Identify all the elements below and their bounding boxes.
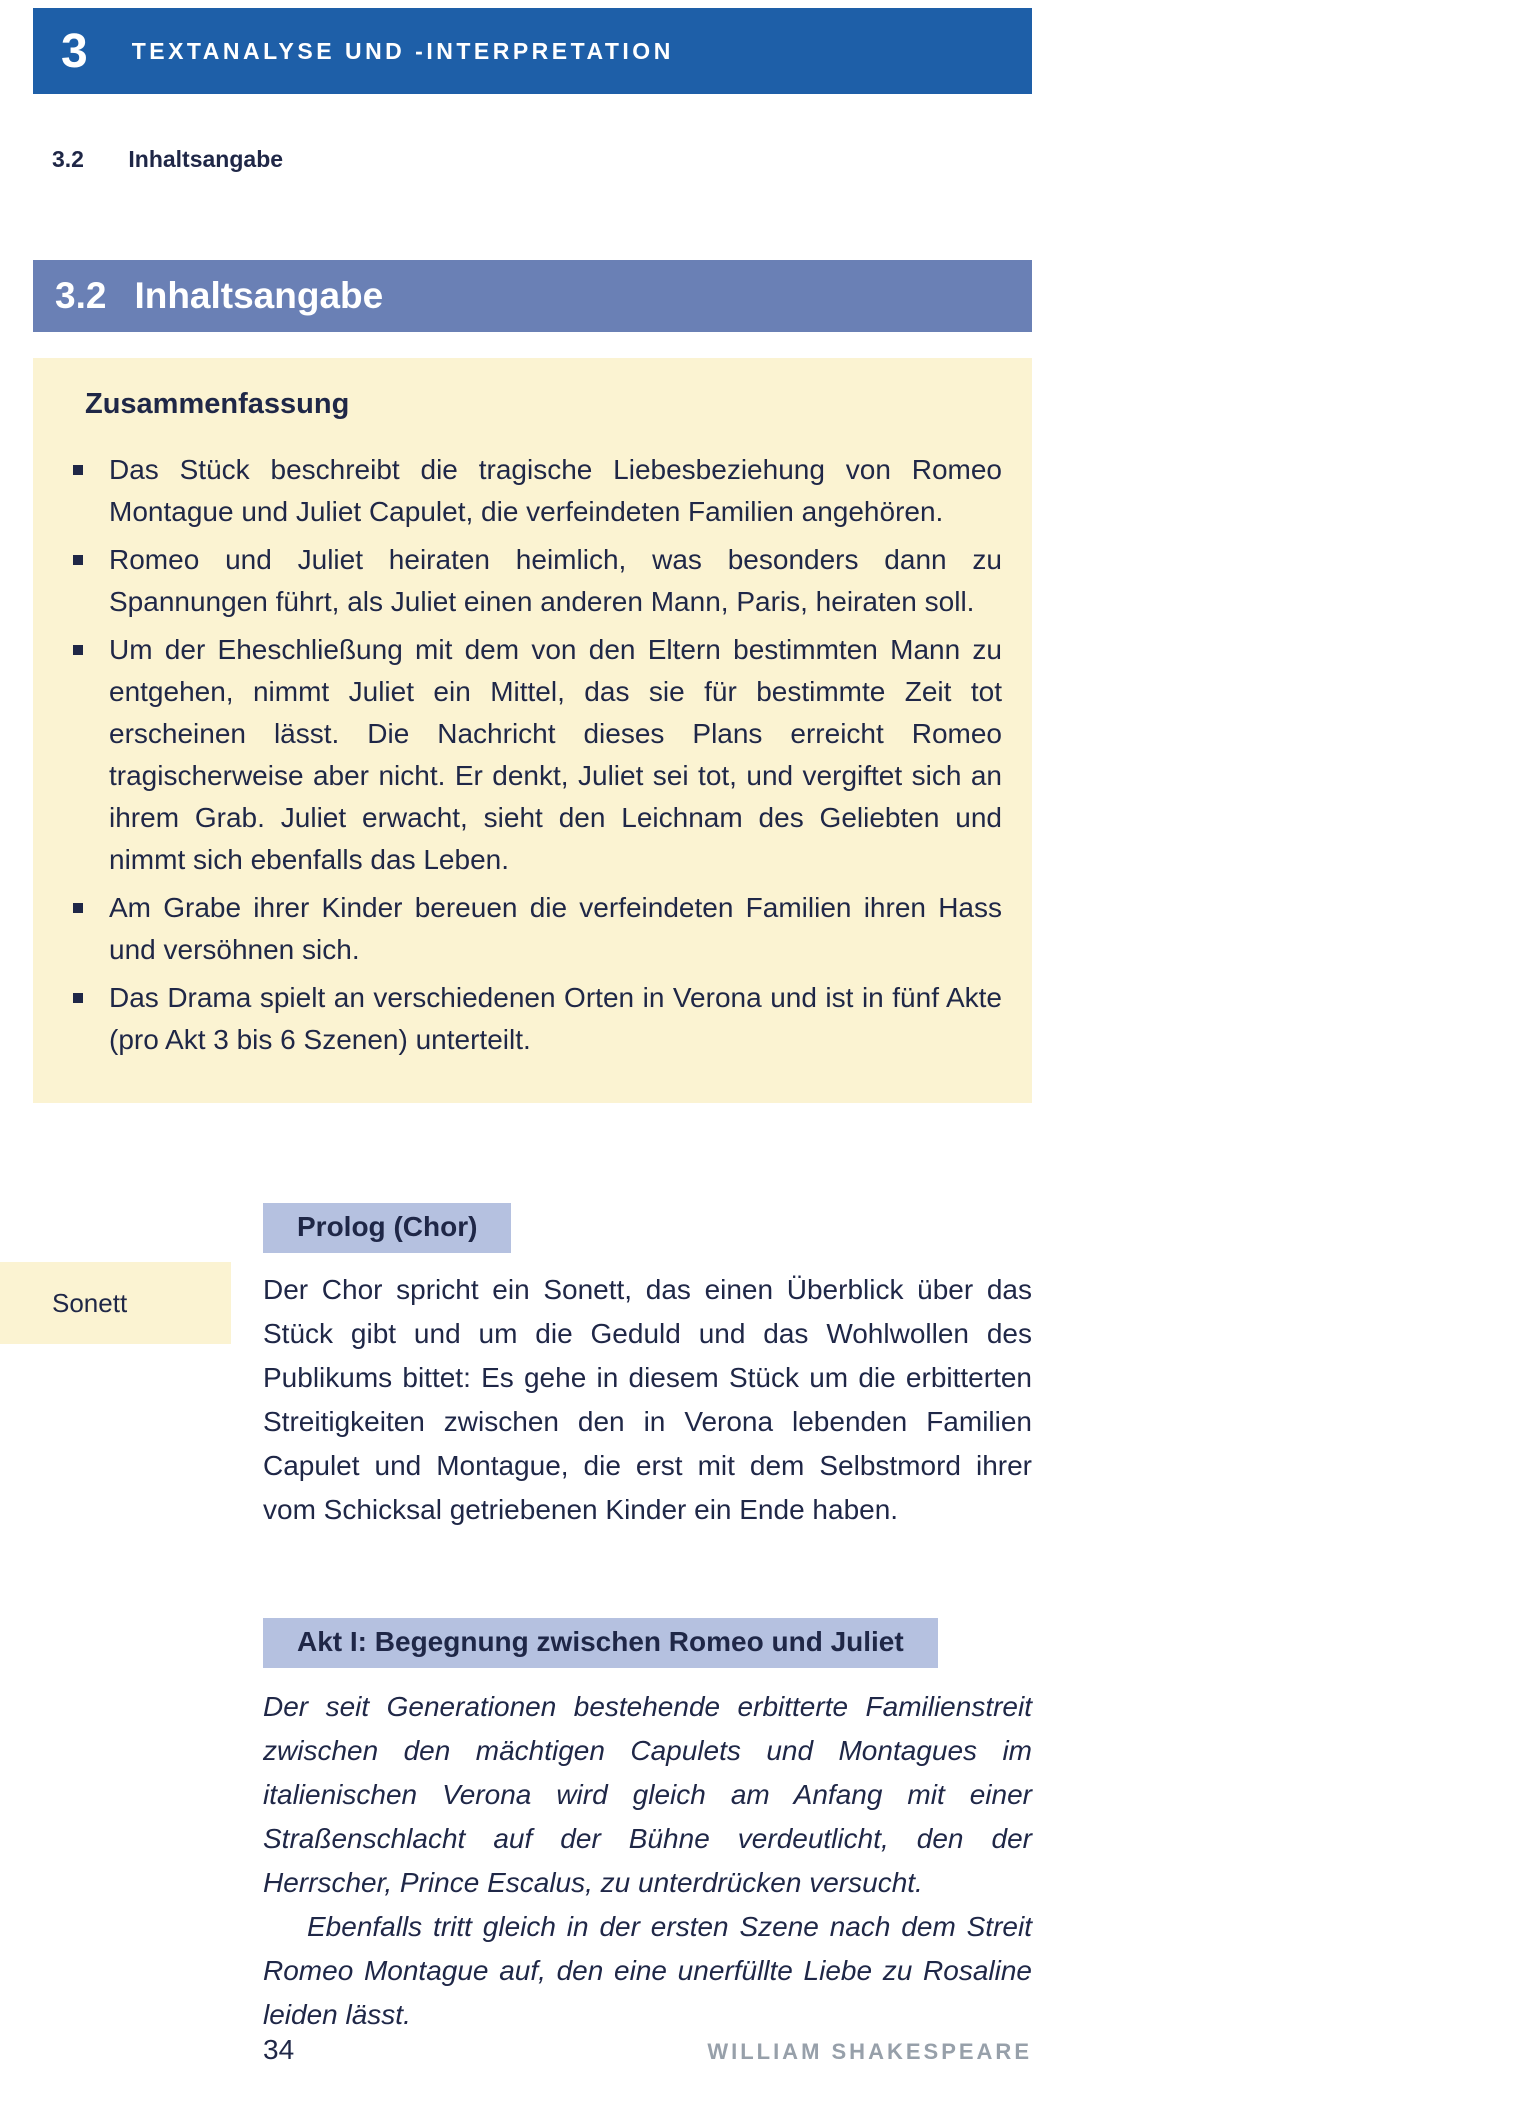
summary-bullet-text: Romeo und Juliet heiraten heimlich, was besonders dann zu Spannungen führt, als Juliet einen anderen Mann, Paris, heiraten soll.	[109, 544, 1002, 617]
section-header-bar	[33, 260, 1032, 332]
bullet-square-icon	[73, 465, 83, 475]
section-title: Inhaltsangabe	[134, 275, 384, 316]
chapter-title: TEXTANALYSE UND -INTERPRETATION	[131, 37, 674, 64]
chapter-number: 3	[61, 24, 88, 78]
summary-box	[33, 358, 1032, 1103]
page-number: 34	[263, 2034, 295, 2065]
breadcrumb-number: 3.2	[52, 146, 84, 172]
breadcrumb-label: Inhaltsangabe	[128, 146, 284, 172]
akt1-paragraph-2: Ebenfalls tritt gleich in der ersten Szene nach dem Streit Romeo Montague auf, den eine unerfüllte Liebe zu Rosaline leiden lässt.	[263, 1911, 1032, 2030]
page-footer	[263, 2034, 1032, 2066]
margin-note-text: Sonett	[52, 1287, 128, 1318]
prolog-body-paragraph: Der Chor spricht ein Sonett, das einen Überblick über das Stück gibt und um die Geduld und das Wohlwollen des Publikums bittet: Es gehe in diesem Stück um die erbitterten Streitigkeiten zwischen den in Verona lebenden Familien Capulet und Montague, die erst mit dem Selbstmord ihrer vom Schicksal getriebenen Kinder ein Ende haben.	[263, 1274, 1032, 1525]
akt1-paragraph-1: Der seit Generationen bestehende erbitterte Familienstreit zwischen den mächtigen Capulets und Montagues im italienischen Verona wird gleich am Anfang mit einer Straßenschlacht auf der Bühne verdeutlicht, den der Herrscher, Prince Escalus, zu unterdrücken versucht.	[263, 1691, 1032, 1898]
bullet-square-icon	[73, 903, 83, 913]
bullet-square-icon	[73, 993, 83, 1003]
section-number: 3.2	[55, 275, 107, 316]
summary-bullet-item	[53, 887, 1002, 971]
summary-bullet-list	[53, 449, 1002, 1061]
margin-note-strip	[0, 1262, 231, 1344]
akt1-body	[263, 1685, 1032, 2037]
breadcrumb	[52, 146, 283, 173]
summary-bullet-item	[53, 539, 1002, 623]
summary-bullet-item	[53, 449, 1002, 533]
summary-bullet-text: Um der Eheschließung mit dem von den Eltern bestimmten Mann zu entgehen, nimmt Juliet ein Mittel, das sie für bestimmte Zeit tot erscheinen lässt. Die Nachricht dieses Plans erreicht Romeo tragischerweise aber nicht. Er denkt, Juliet sei tot, und vergiftet sich an ihrem Grab. Juliet erwacht, sieht den Leichnam des Geliebten und nimmt sich ebenfalls das Leben.	[109, 634, 1002, 875]
summary-title: Zusammenfassung	[85, 388, 350, 420]
footer-author: WILLIAM SHAKESPEARE	[707, 2039, 1032, 2064]
prolog-heading: Prolog (Chor)	[263, 1203, 511, 1253]
summary-bullet-item	[53, 629, 1002, 881]
summary-bullet-text: Das Stück beschreibt die tragische Liebesbeziehung von Romeo Montague und Juliet Capulet, die verfeindeten Familien angehören.	[109, 454, 1002, 527]
chapter-header-bar	[33, 8, 1032, 94]
summary-bullet-item	[53, 977, 1002, 1061]
summary-bullet-text: Das Drama spielt an verschiedenen Orten in Verona und ist in fünf Akte (pro Akt 3 bis 6 Szenen) unterteilt.	[109, 982, 1002, 1055]
summary-bullet-text: Am Grabe ihrer Kinder bereuen die verfeindeten Familien ihren Hass und versöhnen sich.	[109, 892, 1002, 965]
bullet-square-icon	[73, 555, 83, 565]
akt1-heading: Akt I: Begegnung zwischen Romeo und Juliet	[263, 1618, 938, 1668]
bullet-square-icon	[73, 645, 83, 655]
